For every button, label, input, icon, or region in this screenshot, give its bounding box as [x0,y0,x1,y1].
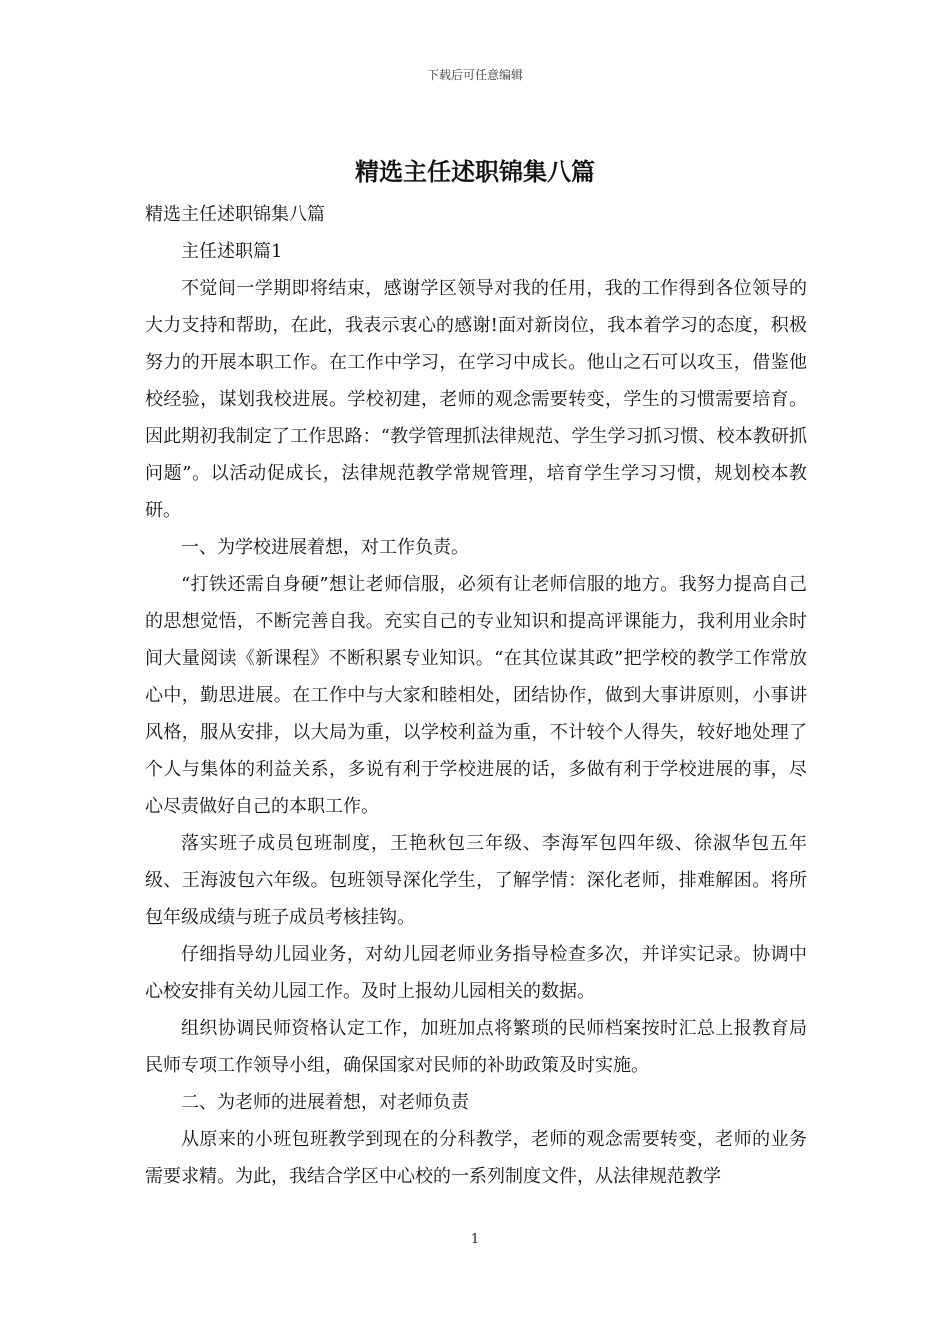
page-number: 1 [470,1232,480,1247]
body-paragraph: 从原来的小班包班教学到现在的分科教学，老师的观念需要转变，老师的业务需要求精。为此，我结合学区中心校的一系列制度文件，从法律规范教学 [145,1129,807,1187]
body-paragraph: 落实班子成员包班制度，王艳秋包三年级、李海军包四年级、徐淑华包五年级、王海波包六年级。包班领导深化学生，了解学情：深化老师，排难解困。将所包年级成绩与班子成员考核挂钩。 [145,833,807,928]
header-note: 下载后可任意编辑 [426,68,523,82]
body-paragraph: 组织协调民师资格认定工作，加班加点将繁琐的民师档案按时汇总上报教育局民师专项工作领导小组，确保国家对民师的补助政策及时实施。 [145,1018,807,1076]
section-heading: 二、为老师的进展着想，对老师负责 [181,1092,469,1113]
document-body [145,196,807,1195]
section-heading: 主任述职篇1 [181,241,283,262]
subtitle-paragraph: 精选主任述职锦集八篇 [145,204,325,225]
body-paragraph: 不觉间一学期即将结束，感谢学区领导对我的任用，我的工作得到各位领导的大力支持和帮助，在此，我表示衷心的感谢!面对新岗位，我本着学习的态度，积极努力的开展本职工作。在工作中学习，在学习中成长。他山之石可以攻玉，借鉴他校经验，谋划我校进展。学校初建，老师的观念需要转变，学生的习惯需要培育。因此期初我制定了工作思路：“教学管理抓法律规范、学生学习抓习惯、校本教研抓问题”。以活动促成长，法律规范教学常规管理，培育学生学习习惯，规划校本教研。 [145,278,807,521]
document-title: 精选主任述职锦集八篇 [355,157,595,186]
body-paragraph: 仔细指导幼儿园业务，对幼儿园老师业务指导检查多次，并详实记录。协调中心校安排有关幼儿园工作。及时上报幼儿园相关的数据。 [145,944,807,1002]
body-paragraph: “打铁还需自身硬”想让老师信服，必须有让老师信服的地方。我努力提高自己的思想觉悟，不断完善自我。充实自己的专业知识和提高评课能力，我利用业余时间大量阅读《新课程》不断积累专业知识。“在其位谋其政”把学校的教学工作常放心中，勤思进展。在工作中与大家和睦相处，团结协作，做到大事讲原则，小事讲风格，服从安排，以大局为重，以学校利益为重，不计较个人得失，较好地处理了个人与集体的利益关系，多说有利于学校进展的话，多做有利于学校进展的事，尽心尽责做好自己的本职工作。 [145,574,807,817]
section-heading: 一、为学校进展着想，对工作负责。 [181,537,469,558]
